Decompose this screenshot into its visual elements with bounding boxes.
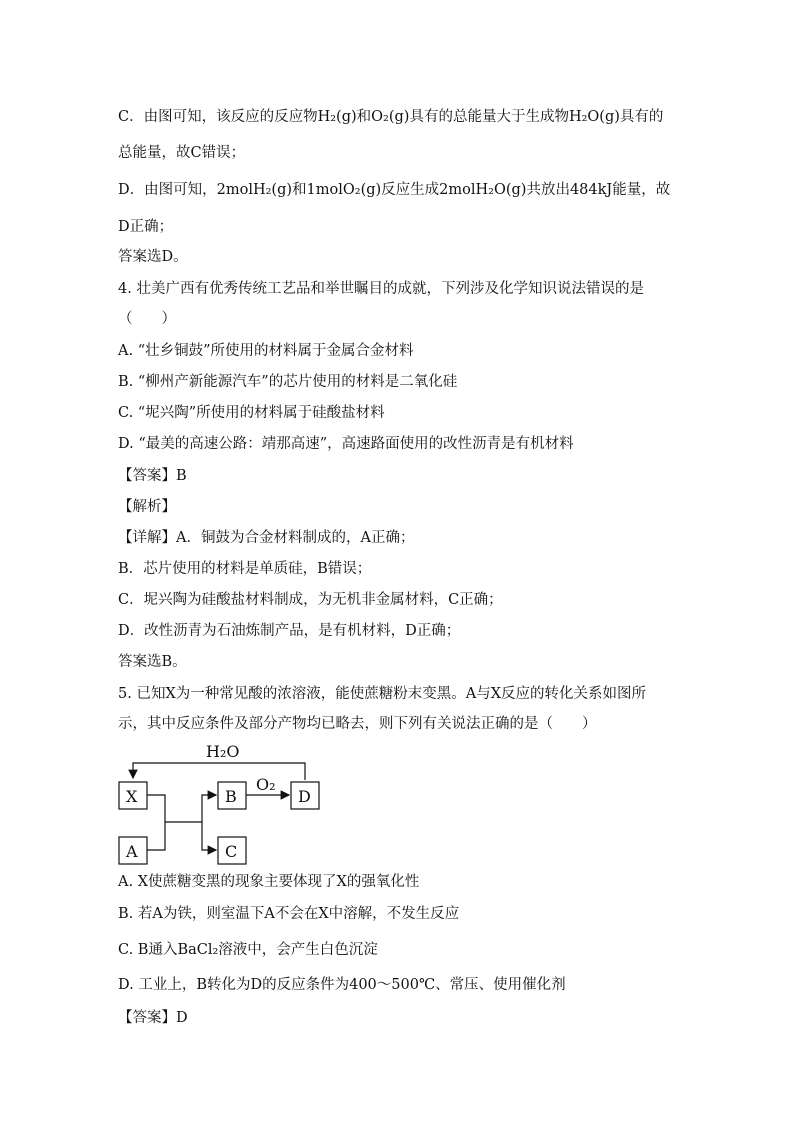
q4-option-b: B. “柳州产新能源汽车”的芯片使用的材料是二氧化硅	[118, 374, 458, 390]
q5-option-b: B. 若A为铁，则室温下A不会在X中溶解，不发生反应	[118, 906, 460, 922]
node-a-label: A	[126, 842, 138, 861]
reaction-flow-diagram	[110, 735, 350, 870]
line-d-conclusion-cont: D正确；	[118, 219, 174, 235]
answer-choice-line: 答案选D。	[118, 249, 188, 265]
q4-option-c: C. “坭兴陶”所使用的材料属于硅酸盐材料	[118, 405, 385, 421]
q4-answer-choice: 答案选B。	[118, 654, 187, 670]
to-c-arrow	[202, 822, 216, 850]
q4-analysis-heading: 【解析】	[118, 499, 176, 515]
node-c-label: C	[225, 842, 238, 861]
x-connector	[147, 795, 165, 850]
line-c-conclusion-cont: 总能量，故C错误；	[118, 145, 246, 161]
question-4-brackets: （ ）	[118, 311, 176, 327]
q5-answer: 【答案】D	[118, 1010, 188, 1026]
node-b-label: B	[225, 787, 237, 806]
node-d-label: D	[298, 787, 311, 806]
question-5-stem: 5. 已知X为一种常见酸的浓溶液，能使蔗糖粉末变黑。A与X反应的转化关系如图所	[118, 686, 647, 702]
to-b-arrow	[202, 795, 216, 822]
q4-answer: 【答案】B	[118, 468, 187, 484]
q4-detail-d: D．改性沥青为石油炼制产品，是有机材料，D正确；	[118, 623, 461, 639]
o2-label: O₂	[256, 775, 276, 794]
q5-option-a: A. X使蔗糖变黑的现象主要体现了X的强氧化性	[118, 874, 420, 890]
h2o-label: H₂O	[206, 742, 240, 761]
q4-option-a: A. “壮乡铜鼓”所使用的材料属于金属合金材料	[118, 343, 414, 359]
q4-detail-c: C．坭兴陶为硅酸盐材料制成，为无机非金属材料，C正确；	[118, 592, 503, 608]
q5-option-d: D. 工业上，B转化为D的反应条件为400～500℃、常压、使用催化剂	[118, 977, 566, 993]
question-5-stem-cont: 示，其中反应条件及部分产物均已略去，则下列有关说法正确的是（ ）	[118, 716, 597, 732]
node-x-label: X	[126, 787, 138, 806]
q4-detail-b: B．芯片使用的材料是单质硅，B错误；	[118, 561, 372, 577]
h2o-arrow	[133, 763, 305, 780]
q4-detail-a: 【详解】A．铜鼓为合金材料制成的，A正确；	[118, 530, 415, 546]
line-d-conclusion: D．由图可知，2molH₂(g)和1molO₂(g)反应生成2molH₂O(g)共放出484kJ能量，故	[118, 182, 671, 198]
line-c-conclusion: C．由图可知，该反应的反应物H₂(g)和O₂(g)具有的总能量大于生成物H₂O(g)具有的	[118, 109, 664, 125]
q5-option-c: C. B通入BaCl₂溶液中，会产生白色沉淀	[118, 942, 378, 958]
q4-option-d: D. “最美的高速公路：靖那高速”，高速路面使用的改性沥青是有机材料	[118, 436, 574, 452]
question-4-stem: 4. 壮美广西有优秀传统工艺品和举世瞩目的成就，下列涉及化学知识说法错误的是	[118, 281, 644, 297]
